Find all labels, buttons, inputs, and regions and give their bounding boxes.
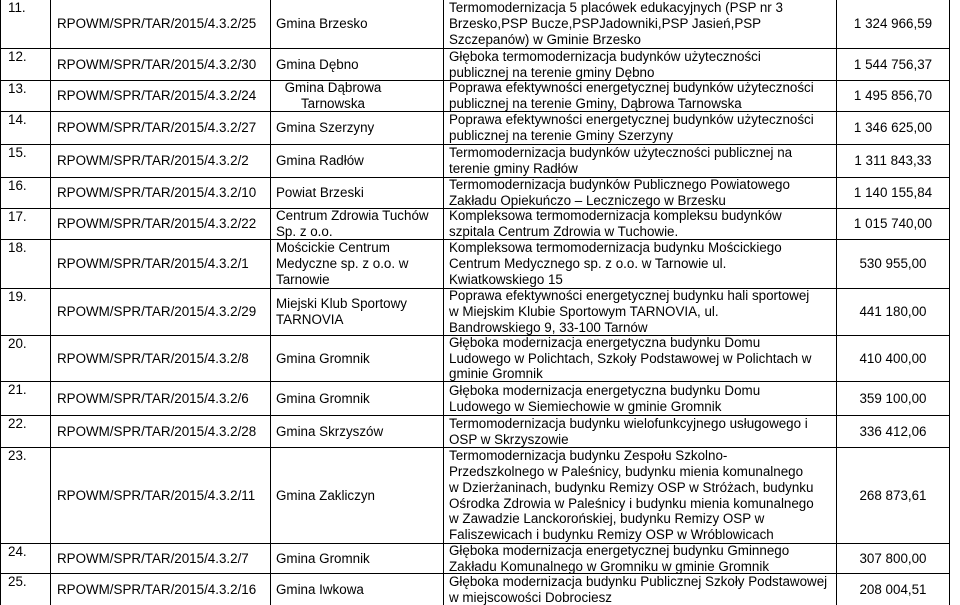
row-number-cell	[1, 336, 51, 381]
amount-value: 336 412,06	[859, 423, 927, 439]
project-title-line: Termomodernizacja budynków użyteczności publicznej na	[449, 145, 793, 161]
amount-cell	[837, 574, 949, 605]
project-title-cell	[444, 289, 837, 335]
row-number-cell	[1, 382, 51, 415]
project-title-line: w Dzierżaninach, budynku Remizy OSP w Stróżach, budynku	[449, 479, 814, 495]
project-title-cell	[444, 145, 837, 177]
project-code: RPOWM/SPR/TAR/2015/4.3.2/22	[57, 216, 257, 232]
project-code-cell	[51, 544, 271, 573]
amount-cell	[837, 382, 949, 415]
amount-cell	[837, 112, 949, 144]
beneficiary-line: Gmina Zakliczyn	[276, 487, 375, 503]
beneficiary-line: Gmina Dębno	[276, 56, 359, 72]
project-title-line: Poprawa efektywności energetycznej budynków użyteczności	[449, 80, 814, 96]
beneficiary-line: Gmina Skrzyszów	[276, 423, 384, 439]
beneficiary-line: Gmina Radłów	[276, 153, 364, 169]
project-code: RPOWM/SPR/TAR/2015/4.3.2/30	[57, 56, 257, 72]
table-row	[1, 240, 949, 289]
beneficiary-line: Gmina Gromnik	[276, 350, 370, 366]
row-number: 17.	[8, 209, 27, 224]
row-number-cell	[1, 544, 51, 573]
beneficiary-cell	[271, 112, 444, 144]
project-title-line: Bandrowskiego 9, 33-100 Tarnów	[449, 319, 648, 335]
beneficiary-line: Gmina Brzesko	[276, 16, 368, 32]
project-title-line: Głęboka modernizacja budynku Publicznej Szkoły Podstawowej	[449, 573, 828, 589]
project-title-line: Głęboka termomodernizacja budynków użyteczności	[449, 48, 761, 64]
project-code: RPOWM/SPR/TAR/2015/4.3.2/16	[57, 581, 257, 597]
project-code: RPOWM/SPR/TAR/2015/4.3.2/6	[57, 390, 249, 406]
amount-value: 1 140 155,84	[853, 185, 933, 201]
beneficiary-cell	[271, 240, 444, 288]
table-row	[1, 382, 949, 416]
row-number-cell	[1, 81, 51, 111]
project-title-line: w Zawadzie Lanckorońskiej, budynku Remizy OSP w	[449, 511, 765, 527]
project-title-line: Przedszkolnego w Paleśnicy, budynku mienia komunalnego	[449, 463, 804, 479]
row-number-cell	[1, 416, 51, 447]
project-code-cell	[51, 49, 271, 80]
beneficiary-line: Tarnowie	[276, 271, 330, 287]
beneficiary-cell	[271, 416, 444, 447]
table-row	[1, 178, 949, 209]
row-number-cell	[1, 289, 51, 335]
project-title-line: Centrum Medycznego sp. z o.o. w Tarnowie ul.	[449, 256, 727, 272]
project-code-cell	[51, 448, 271, 543]
amount-value: 1 311 843,33	[854, 153, 932, 169]
row-number-cell	[1, 49, 51, 80]
project-code: RPOWM/SPR/TAR/2015/4.3.2/25	[57, 16, 257, 32]
project-title-line: Termomodernizacja budynków Publicznego Powiatowego	[449, 177, 790, 193]
row-number: 12.	[8, 49, 27, 64]
project-title-cell	[444, 240, 837, 288]
project-title-cell	[444, 178, 837, 208]
beneficiary-cell	[271, 289, 444, 335]
project-code-cell	[51, 240, 271, 288]
project-title-cell	[444, 382, 837, 415]
project-code-cell	[51, 416, 271, 447]
project-title-cell	[444, 574, 837, 605]
amount-value: 1 346 625,00	[853, 120, 933, 136]
amount-value: 208 004,51	[859, 581, 927, 597]
project-title-line: w Miejskim Klubie Sportowym TARNOVIA, ul.	[449, 304, 719, 320]
project-title-line: Szczepanów) w Gminie Brzesko	[449, 31, 641, 47]
row-number-cell	[1, 240, 51, 288]
beneficiary-cell	[271, 49, 444, 80]
project-title-line: w miejscowości Dobrociesz	[449, 589, 612, 605]
project-code-cell	[51, 0, 271, 48]
project-title-line: Ośrodka Zdrowia w Paleśnicy i budynku mienia komunalnego	[449, 495, 814, 511]
project-code: RPOWM/SPR/TAR/2015/4.3.2/2	[57, 153, 249, 169]
amount-value: 268 873,61	[859, 487, 927, 503]
row-number-cell	[1, 112, 51, 144]
project-code: RPOWM/SPR/TAR/2015/4.3.2/27	[57, 120, 257, 136]
row-number-cell	[1, 574, 51, 605]
table-row	[1, 209, 949, 240]
table-row	[1, 145, 949, 178]
project-title-line: Poprawa efektywności energetycznej budynku hali sportowej	[449, 288, 810, 304]
project-title-line: szpitala Centrum Zdrowia w Tuchowie.	[449, 224, 679, 239]
project-code: RPOWM/SPR/TAR/2015/4.3.2/29	[57, 304, 257, 320]
table-row	[1, 416, 949, 448]
beneficiary-cell	[271, 448, 444, 543]
project-title-cell	[444, 416, 837, 447]
project-code-cell	[51, 145, 271, 177]
table-row	[1, 81, 949, 112]
row-number-cell	[1, 448, 51, 543]
row-number: 20.	[8, 336, 27, 351]
amount-value: 530 955,00	[859, 256, 927, 272]
row-number: 24.	[8, 544, 27, 559]
project-code-cell	[51, 289, 271, 335]
row-number: 15.	[8, 145, 27, 160]
project-code: RPOWM/SPR/TAR/2015/4.3.2/24	[57, 88, 257, 104]
row-number: 23.	[8, 448, 27, 463]
project-title-line: Termomodernizacja 5 placówek edukacyjnych (PSP nr 3	[449, 0, 783, 16]
table-row	[1, 112, 949, 145]
beneficiary-line: Gmina Gromnik	[276, 550, 370, 566]
amount-value: 441 180,00	[859, 304, 927, 320]
project-title-line: Zakładu Komunalnego w Gromniku w gminie Gromnik	[449, 558, 770, 574]
project-title-line: gminie Gromnik	[449, 366, 543, 382]
beneficiary-line: Medyczne sp. z o.o. w	[276, 256, 409, 272]
row-number: 19.	[8, 289, 27, 304]
table-row	[1, 448, 949, 544]
amount-cell	[837, 81, 949, 111]
table-row	[1, 289, 949, 336]
project-title-line: Brzesko,PSP Bucze,PSPJadowniki,PSP Jasień,PSP	[449, 16, 762, 32]
beneficiary-line: Gmina Iwkowa	[276, 581, 364, 597]
amount-value: 1 544 756,37	[853, 56, 933, 72]
project-code-cell	[51, 81, 271, 111]
beneficiary-line: TARNOVIA	[276, 312, 344, 327]
amount-cell	[837, 209, 949, 239]
amount-cell	[837, 0, 949, 48]
beneficiary-cell	[271, 382, 444, 415]
project-title-line: Faliszewicach i budynku Remizy OSP w Wróblowicach	[449, 527, 774, 543]
project-title-line: Ludowego w Siemiechowie w gminie Gromnik	[449, 398, 722, 414]
project-title-line: Kompleksowa termomodernizacja budynku Mościckiego	[449, 240, 782, 256]
project-code: RPOWM/SPR/TAR/2015/4.3.2/28	[57, 423, 257, 439]
project-title-cell	[444, 0, 837, 48]
project-title-line: terenie gminy Radłów	[449, 161, 578, 176]
beneficiary-cell	[271, 574, 444, 605]
row-number: 21.	[8, 382, 27, 397]
project-title-line: Głęboka modernizacja energetyczna budynku Domu	[449, 382, 761, 398]
project-title-line: Ludowego w Polichtach, Szkoły Podstawowej w Polichtach w	[449, 350, 812, 366]
project-title-cell	[444, 209, 837, 239]
beneficiary-line: Mościckie Centrum	[276, 240, 390, 256]
amount-value: 1 495 856,70	[853, 88, 933, 104]
project-title-line: Głęboka modernizacja energetyczna budynku Domu	[449, 334, 761, 350]
project-code-cell	[51, 574, 271, 605]
project-code-cell	[51, 178, 271, 208]
beneficiary-line: Gmina Gromnik	[276, 390, 370, 406]
beneficiary-line: Powiat Brzeski	[276, 185, 364, 201]
project-title-line: Termomodernizacja budynku Zespołu Szkolno-	[449, 448, 728, 464]
amount-cell	[837, 49, 949, 80]
row-number: 22.	[8, 416, 27, 431]
row-number-cell	[1, 145, 51, 177]
table-row	[1, 574, 949, 605]
project-code: RPOWM/SPR/TAR/2015/4.3.2/7	[57, 550, 249, 566]
project-title-line: Kompleksowa termomodernizacja kompleksu budynków	[449, 208, 782, 224]
amount-value: 410 400,00	[859, 350, 927, 366]
project-title-cell	[444, 112, 837, 144]
amount-cell	[837, 448, 949, 543]
project-title-cell	[444, 81, 837, 111]
beneficiary-cell	[271, 209, 444, 239]
table-row	[1, 0, 949, 49]
table-row	[1, 49, 949, 81]
amount-value: 359 100,00	[859, 390, 927, 406]
amount-cell	[837, 145, 949, 177]
beneficiary-cell	[271, 336, 444, 381]
row-number: 18.	[8, 240, 27, 255]
project-title-line: publicznej na terenie Gminy Szerzyny	[449, 128, 674, 143]
project-title-line: OSP w Skrzyszowie	[449, 431, 569, 447]
amount-cell	[837, 289, 949, 335]
beneficiary-cell	[271, 81, 444, 111]
amount-cell	[837, 240, 949, 288]
project-title-line: Zakładu Opiekuńczo – Leczniczego w Brzesku	[449, 193, 726, 208]
amount-value: 1 015 740,00	[853, 216, 933, 232]
project-title-line: Głęboka modernizacja energetycznej budynku Gminnego	[449, 542, 790, 558]
beneficiary-line: Centrum Zdrowia Tuchów	[276, 208, 429, 224]
row-number: 14.	[8, 112, 27, 127]
beneficiary-line: Gmina Dąbrowa	[284, 80, 382, 96]
project-title-line: publicznej na terenie Gminy, Dąbrowa Tarnowska	[449, 96, 742, 111]
project-title-cell	[444, 448, 837, 543]
project-title-line: Termomodernizacja budynku wielofunkcyjnego usługowego i	[449, 415, 808, 431]
beneficiary-line: Gmina Szerzyny	[276, 120, 375, 136]
beneficiary-cell	[271, 178, 444, 208]
amount-cell	[837, 178, 949, 208]
row-number: 16.	[8, 178, 27, 193]
row-number: 25.	[8, 574, 27, 589]
project-title-line: Kwiatkowskiego 15	[449, 271, 563, 287]
beneficiary-cell	[271, 145, 444, 177]
beneficiary-cell	[271, 0, 444, 48]
project-code: RPOWM/SPR/TAR/2015/4.3.2/11	[57, 487, 256, 503]
beneficiary-line: Sp. z o.o.	[276, 224, 333, 239]
row-number: 13.	[8, 81, 27, 96]
project-title-cell	[444, 49, 837, 80]
project-code: RPOWM/SPR/TAR/2015/4.3.2/1	[57, 256, 249, 272]
project-title-cell	[444, 544, 837, 573]
row-number-cell	[1, 209, 51, 239]
project-code-cell	[51, 209, 271, 239]
table-row	[1, 544, 949, 574]
beneficiary-line: Tarnowska	[300, 96, 365, 111]
project-title-cell	[444, 336, 837, 381]
project-code-cell	[51, 112, 271, 144]
project-title-line: Poprawa efektywności energetycznej budynków użyteczności	[449, 112, 814, 128]
project-code-cell	[51, 382, 271, 415]
amount-value: 307 800,00	[859, 550, 927, 566]
table-row	[1, 336, 949, 382]
project-title-line: publicznej na terenie gminy Dębno	[449, 64, 655, 80]
beneficiary-cell	[271, 544, 444, 573]
row-number-cell	[1, 0, 51, 48]
amount-cell	[837, 336, 949, 381]
beneficiary-line: Miejski Klub Sportowy	[276, 296, 407, 312]
amount-cell	[837, 416, 949, 447]
amount-cell	[837, 544, 949, 573]
project-code-cell	[51, 336, 271, 381]
row-number: 11.	[8, 0, 26, 15]
row-number-cell	[1, 178, 51, 208]
amount-value: 1 324 966,59	[853, 16, 933, 32]
project-code: RPOWM/SPR/TAR/2015/4.3.2/8	[57, 350, 249, 366]
project-code: RPOWM/SPR/TAR/2015/4.3.2/10	[57, 185, 257, 201]
